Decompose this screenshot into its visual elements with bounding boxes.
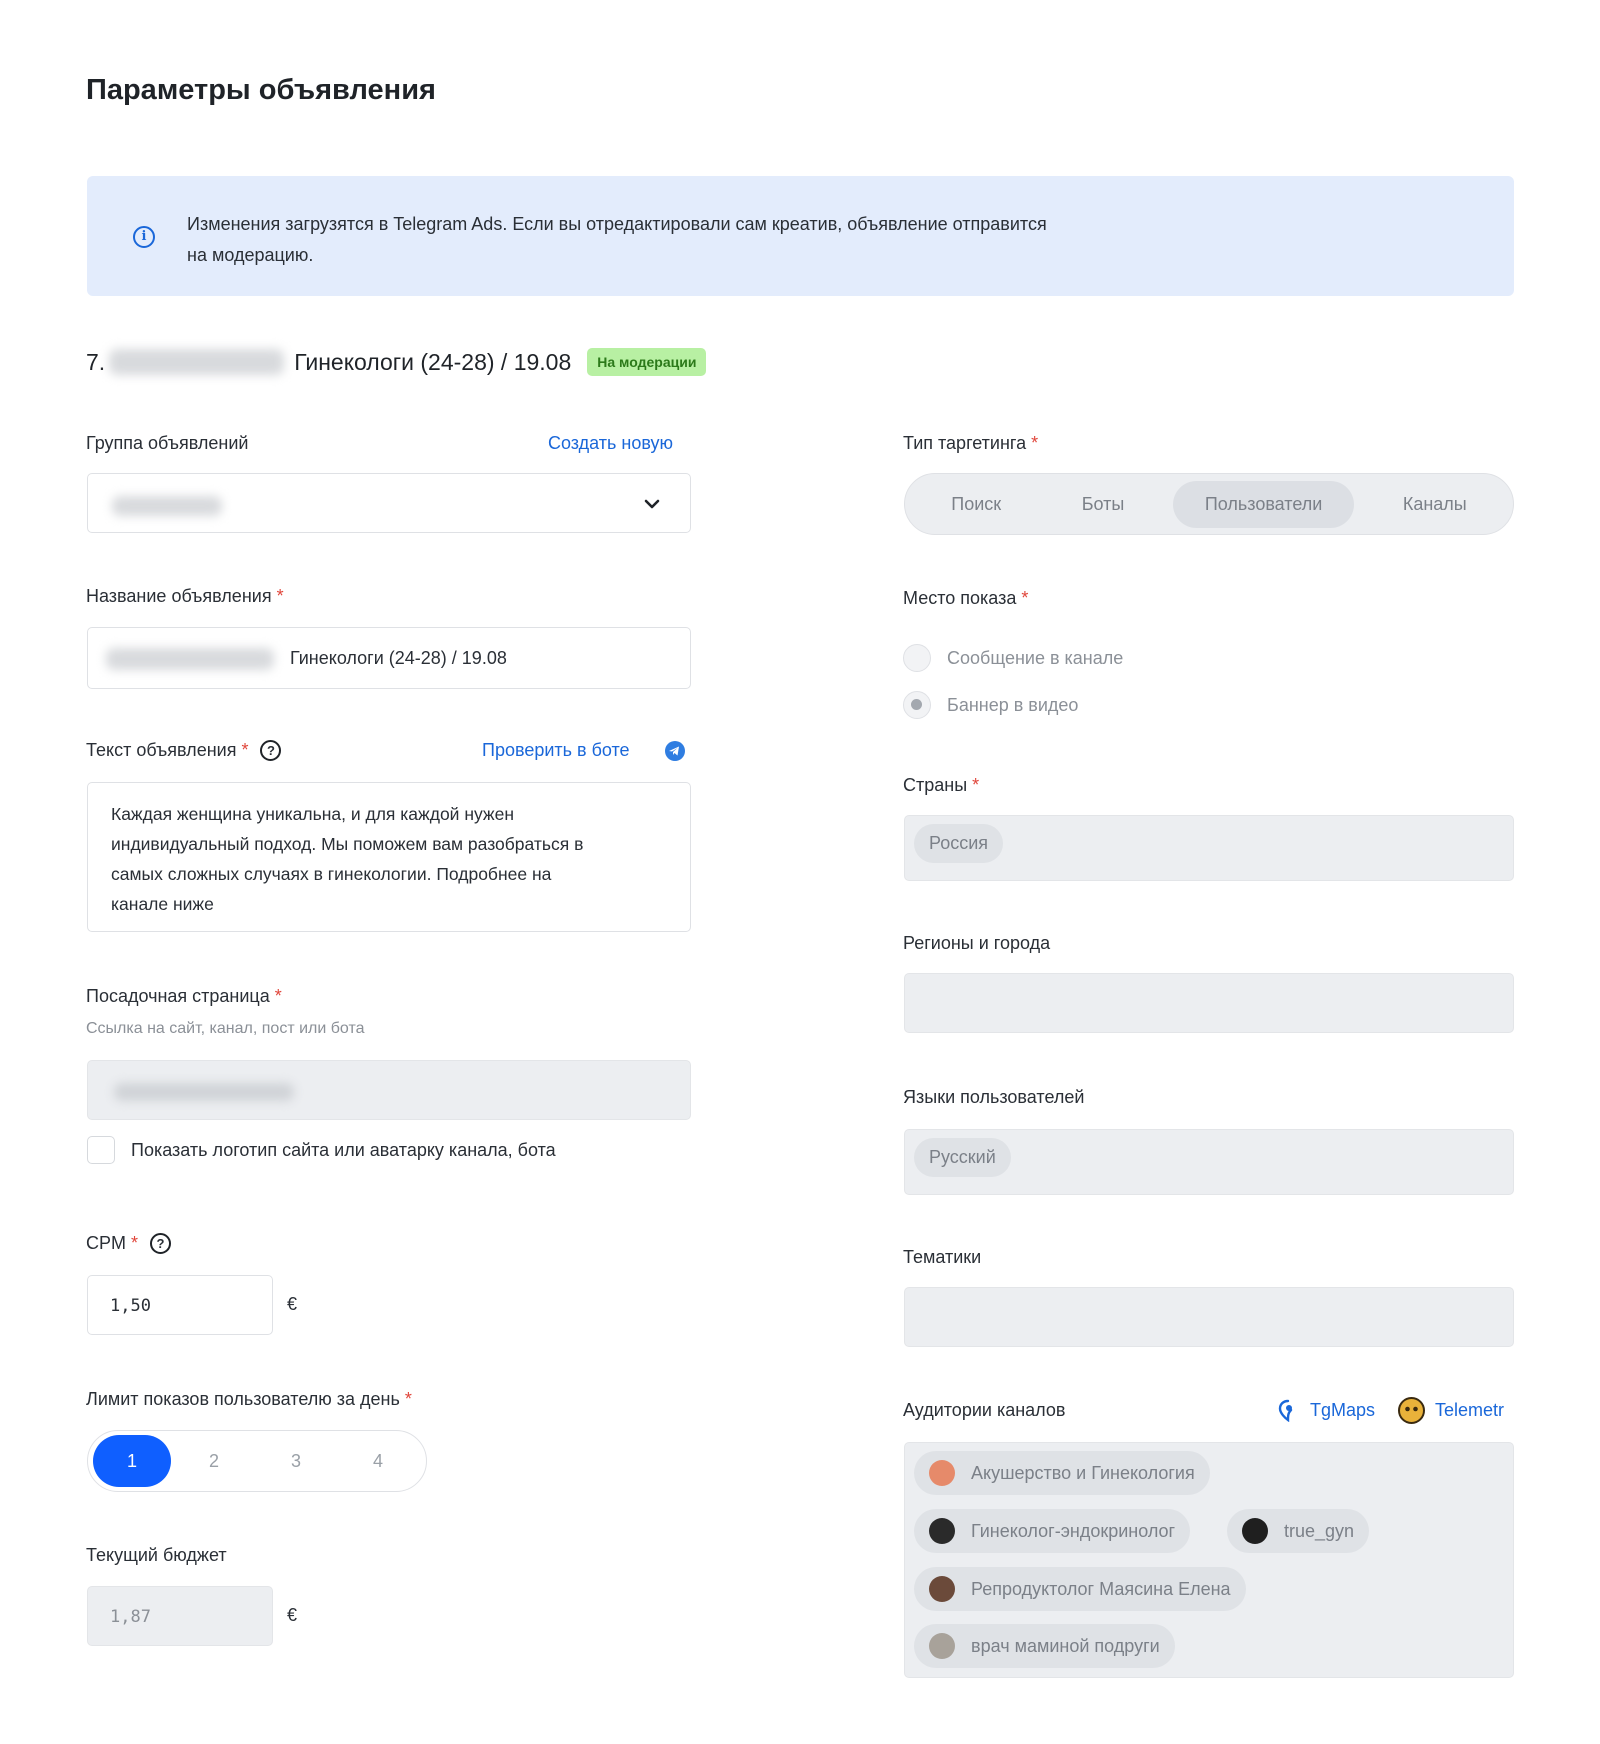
tab-channels[interactable]: Каналы (1402, 493, 1467, 514)
name-input[interactable] (87, 627, 691, 689)
limit-label: Лимит показов пользователю за день * (86, 1389, 412, 1409)
audience-chip[interactable]: Репродуктолог Маясина Елена (914, 1567, 1246, 1611)
redacted-text (106, 648, 274, 670)
cpm-value: 1,50 (110, 1296, 151, 1316)
landing-hint: Ссылка на сайт, канал, пост или бота (86, 1020, 365, 1037)
text-label: Текст объявления * ? (86, 740, 281, 761)
ad-heading (86, 348, 706, 376)
channel-avatar-icon (929, 1460, 955, 1486)
cpm-label: CPM * ? (86, 1233, 171, 1254)
audience-chip[interactable]: Гинеколог-эндокринолог (914, 1509, 1190, 1553)
audiences-label: Аудитории каналов (903, 1400, 1066, 1420)
radio-button[interactable] (903, 644, 931, 672)
audiences-select[interactable] (904, 1442, 1514, 1678)
show-logo-checkbox[interactable] (87, 1136, 115, 1164)
redacted-text (109, 349, 284, 375)
info-line-2: на модерацию. (187, 245, 314, 265)
ad-name: Гинекологи (24-28) / 19.08 (294, 348, 572, 375)
targeting-tabs (904, 473, 1514, 535)
status-badge: На модерации (587, 348, 706, 376)
limit-option-4[interactable]: 4 (372, 1450, 383, 1471)
create-new-group-link[interactable]: Создать новую (548, 433, 674, 453)
topics-label: Тематики (903, 1247, 982, 1267)
placement-option-channel-message[interactable]: Сообщение в канале (903, 644, 1123, 672)
channel-avatar-icon (929, 1518, 955, 1544)
help-icon[interactable]: ? (150, 1233, 171, 1254)
redacted-text (114, 1083, 294, 1101)
country-chip: Россия (914, 824, 1003, 863)
budget-input (87, 1586, 273, 1646)
languages-select[interactable] (904, 1129, 1514, 1195)
audience-chip[interactable]: врач маминой подруги (914, 1624, 1175, 1668)
tab-search[interactable]: Поиск (951, 493, 1002, 514)
landing-input[interactable] (87, 1060, 691, 1120)
placement-option-video-banner[interactable]: Баннер в видео (903, 691, 1078, 719)
radio-button-selected[interactable] (903, 691, 931, 719)
ad-number: 7. (86, 348, 106, 375)
topics-select[interactable] (904, 1287, 1514, 1347)
tgmaps-icon (1276, 1398, 1300, 1422)
text-textarea[interactable] (87, 782, 691, 932)
audience-chip[interactable]: true_gyn (1227, 1509, 1369, 1553)
limit-option-2[interactable]: 2 (208, 1450, 219, 1471)
chevron-down-icon (642, 494, 662, 514)
show-logo-label: Показать логотип сайта или аватарку канала, бота (131, 1140, 556, 1160)
budget-label: Текущий бюджет (86, 1545, 227, 1565)
channel-avatar-icon (929, 1633, 955, 1659)
channel-avatar-icon (929, 1576, 955, 1602)
info-line-1: Изменения загрузятся в Telegram Ads. Если вы отредактировали сам креатив, объявление отправится (187, 214, 1047, 234)
countries-select[interactable] (904, 815, 1514, 881)
tgmaps-link[interactable]: TgMaps (1310, 1400, 1376, 1420)
info-banner (87, 176, 1514, 296)
telemetr-link[interactable]: Telemetr (1435, 1400, 1505, 1420)
text-value: Каждая женщина уникальна, и для каждой нужен индивидуальный подход. Мы поможем вам разобраться в самых сложных случаях в гинекологии. Подробнее на канале ниже (111, 804, 584, 914)
check-in-bot-link[interactable]: Проверить в боте (482, 740, 630, 760)
name-label: Название объявления * (86, 586, 284, 606)
channel-avatar-icon (1242, 1518, 1268, 1544)
group-label: Группа объявлений (86, 433, 249, 453)
targeting-label: Тип таргетинга * (903, 433, 1039, 453)
name-value: Гинекологи (24-28) / 19.08 (290, 648, 507, 668)
regions-select[interactable] (904, 973, 1514, 1033)
limit-option-3[interactable]: 3 (290, 1450, 301, 1471)
placement-label: Место показа * (903, 588, 1029, 608)
page-title: Параметры объявления (86, 74, 436, 106)
regions-label: Регионы и города (903, 933, 1051, 953)
tab-users[interactable]: Пользователи (1173, 481, 1354, 528)
cpm-currency: € (287, 1294, 298, 1314)
info-text (187, 209, 1187, 271)
redacted-text (112, 496, 222, 516)
countries-label: Страны * (903, 775, 980, 795)
info-icon: i (133, 226, 155, 248)
budget-value: 1,87 (110, 1607, 151, 1627)
telegram-icon[interactable] (664, 740, 686, 762)
help-icon[interactable]: ? (260, 740, 281, 761)
limit-selector (87, 1430, 427, 1492)
tab-bots[interactable]: Боты (1081, 493, 1125, 514)
languages-label: Языки пользователей (903, 1087, 1085, 1107)
language-chip: Русский (914, 1138, 1011, 1177)
telemetr-icon (1398, 1397, 1425, 1424)
cpm-input[interactable] (87, 1275, 273, 1335)
budget-currency: € (287, 1605, 298, 1625)
landing-label: Посадочная страница * (86, 986, 282, 1006)
group-select[interactable] (87, 473, 691, 533)
limit-option-1[interactable]: 1 (93, 1435, 171, 1487)
audience-chip[interactable]: Акушерство и Гинекология (914, 1451, 1210, 1495)
